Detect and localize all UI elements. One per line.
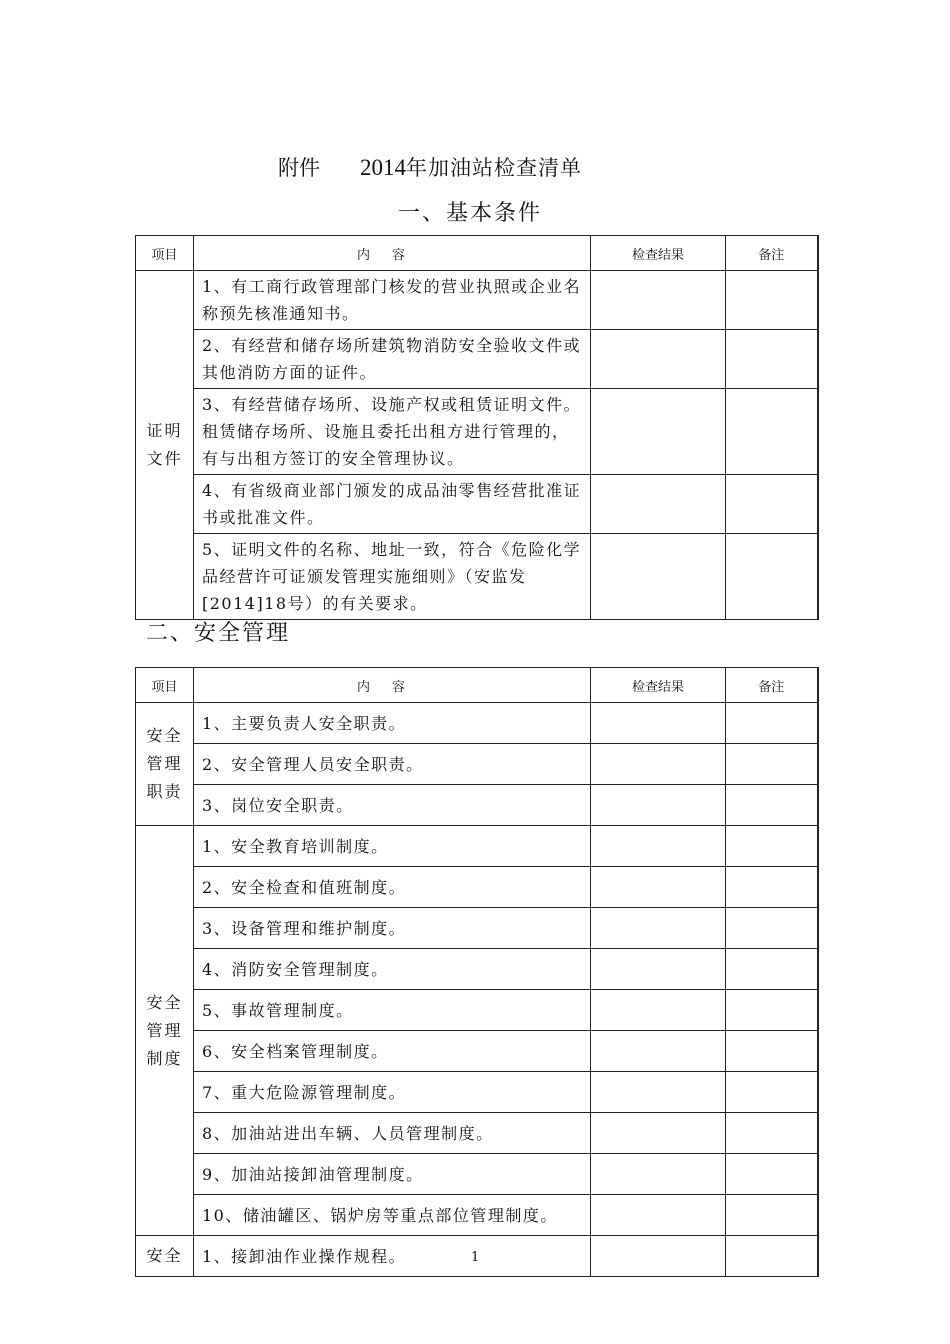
- result-cell[interactable]: [591, 1113, 726, 1154]
- content-cell: 4、有省级商业部门颁发的成品油零售经营批准证书或批准文件。: [194, 475, 591, 534]
- group-cell: [136, 1236, 194, 1277]
- table-row: [136, 826, 818, 867]
- table-row: [136, 271, 818, 330]
- table-row: [136, 1195, 818, 1236]
- note-cell[interactable]: [726, 1113, 818, 1154]
- table-row: [136, 867, 818, 908]
- content-cell: 2、安全管理人员安全职责。: [194, 744, 591, 785]
- result-cell[interactable]: [591, 990, 726, 1031]
- note-cell[interactable]: [726, 271, 818, 330]
- result-cell[interactable]: [591, 1195, 726, 1236]
- group-cell: [136, 826, 194, 1236]
- result-cell[interactable]: [591, 1154, 726, 1195]
- table-row: [136, 908, 818, 949]
- content-cell: 9、加油站接卸油管理制度。: [194, 1154, 591, 1195]
- note-cell[interactable]: [726, 1195, 818, 1236]
- note-cell[interactable]: [726, 534, 818, 620]
- table-row: [136, 1072, 818, 1113]
- table-row: [136, 389, 818, 475]
- page-number: 1: [471, 1250, 480, 1265]
- content-cell: 1、接卸油作业操作规程。: [194, 1236, 591, 1277]
- result-cell[interactable]: [591, 867, 726, 908]
- content-cell: 4、消防安全管理制度。: [194, 949, 591, 990]
- basic-conditions-table: [135, 235, 819, 620]
- table-header-row: [136, 236, 818, 271]
- result-cell[interactable]: [591, 1072, 726, 1113]
- header-result: 检查结果: [591, 236, 726, 271]
- result-cell[interactable]: [591, 271, 726, 330]
- result-cell[interactable]: [591, 534, 726, 620]
- result-cell[interactable]: [591, 826, 726, 867]
- table-header-row: [136, 668, 818, 703]
- note-cell[interactable]: [726, 475, 818, 534]
- result-cell[interactable]: [591, 1236, 726, 1277]
- content-cell: 2、有经营和储存场所建筑物消防安全验收文件或其他消防方面的证件。: [194, 330, 591, 389]
- note-cell[interactable]: [726, 949, 818, 990]
- note-cell[interactable]: [726, 1154, 818, 1195]
- table-row: [136, 1154, 818, 1195]
- content-cell: 3、岗位安全职责。: [194, 785, 591, 826]
- note-cell[interactable]: [726, 744, 818, 785]
- note-cell[interactable]: [726, 908, 818, 949]
- page-title: [278, 152, 582, 182]
- result-cell[interactable]: [591, 744, 726, 785]
- content-cell: 6、安全档案管理制度。: [194, 1031, 591, 1072]
- header-result: 检查结果: [591, 668, 726, 703]
- content-cell: 10、储油罐区、锅炉房等重点部位管理制度。: [194, 1195, 591, 1236]
- note-cell[interactable]: [726, 1236, 818, 1277]
- result-cell[interactable]: [591, 785, 726, 826]
- content-cell: 3、有经营储存场所、设施产权或租赁证明文件。租赁储存场所、设施且委托出租方进行管理的，有与出租方签订的安全管理协议。: [194, 389, 591, 475]
- section-2-heading: 二、安全管理: [146, 621, 291, 646]
- result-cell[interactable]: [591, 949, 726, 990]
- header-content: 内容: [194, 668, 591, 703]
- content-cell: 1、安全教育培训制度。: [194, 826, 591, 867]
- group-label: 安全管理职责: [146, 726, 183, 801]
- header-note: 备注: [726, 668, 818, 703]
- result-cell[interactable]: [591, 330, 726, 389]
- note-cell[interactable]: [726, 1072, 818, 1113]
- content-cell: 5、事故管理制度。: [194, 990, 591, 1031]
- result-cell[interactable]: [591, 703, 726, 744]
- header-note: 备注: [726, 236, 818, 271]
- note-cell[interactable]: [726, 990, 818, 1031]
- table-row: [136, 1113, 818, 1154]
- group-cell: [136, 703, 194, 826]
- header-item: 项目: [136, 668, 194, 703]
- table-row: [136, 703, 818, 744]
- note-cell[interactable]: [726, 826, 818, 867]
- result-cell[interactable]: [591, 389, 726, 475]
- table-row: [136, 744, 818, 785]
- content-cell: 5、证明文件的名称、地址一致，符合《危险化学品经营许可证颁发管理实施细则》（安监发[2014]18号）的有关要求。: [194, 534, 591, 620]
- table-row: [136, 990, 818, 1031]
- table-row: [136, 785, 818, 826]
- result-cell[interactable]: [591, 908, 726, 949]
- header-item: 项目: [136, 236, 194, 271]
- content-cell: 2、安全检查和值班制度。: [194, 867, 591, 908]
- note-cell[interactable]: [726, 703, 818, 744]
- group-label: 安全: [146, 1246, 183, 1265]
- content-cell: 1、主要负责人安全职责。: [194, 703, 591, 744]
- table-row: [136, 475, 818, 534]
- table-row: [136, 1031, 818, 1072]
- note-cell[interactable]: [726, 867, 818, 908]
- group-label: 证明文件: [146, 421, 183, 468]
- content-cell: 1、有工商行政管理部门核发的营业执照或企业名称预先核准通知书。: [194, 271, 591, 330]
- group-label: 安全管理制度: [146, 992, 183, 1068]
- header-content: 内容: [194, 236, 591, 271]
- note-cell[interactable]: [726, 785, 818, 826]
- title-rest: 年加油站检查清单: [406, 156, 582, 180]
- note-cell[interactable]: [726, 389, 818, 475]
- title-year: 2014: [360, 155, 406, 180]
- group-cell: [136, 271, 194, 620]
- content-cell: 3、设备管理和维护制度。: [194, 908, 591, 949]
- result-cell[interactable]: [591, 1031, 726, 1072]
- table-row: [136, 330, 818, 389]
- content-cell: 7、重大危险源管理制度。: [194, 1072, 591, 1113]
- table-row: [136, 949, 818, 990]
- table-row: [136, 534, 818, 620]
- note-cell[interactable]: [726, 330, 818, 389]
- title-prefix: 附件: [278, 156, 320, 180]
- result-cell[interactable]: [591, 475, 726, 534]
- section-1-heading: 一、基本条件: [398, 201, 543, 226]
- content-cell: 8、加油站进出车辆、人员管理制度。: [194, 1113, 591, 1154]
- note-cell[interactable]: [726, 1031, 818, 1072]
- safety-management-table: [135, 667, 819, 1277]
